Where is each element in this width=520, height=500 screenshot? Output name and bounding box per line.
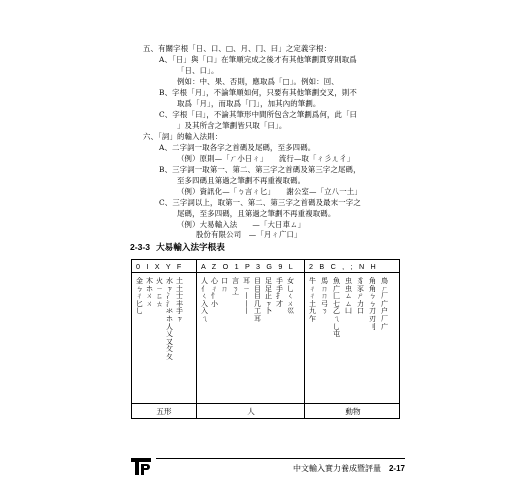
column-header: 2 B C , ; N H <box>309 262 378 271</box>
radical-group: 魚广匚七乙ㄟ乚屯 <box>333 277 340 339</box>
column-footer: 動物 <box>345 407 361 416</box>
radical-table <box>131 259 400 419</box>
radical-group: 虫虫ㄙㄙ凵 <box>345 277 352 316</box>
radical-group: 耳ㄧ丨丨丨 <box>243 277 250 316</box>
page-footer <box>293 463 405 474</box>
rule-5c-cont: 」及其所含之筆劃皆只取「曰」。 <box>177 121 287 130</box>
rule-5c: C、字根「曰」，不論其筆形中間所包含之筆劃爲何，此「曰 <box>159 110 358 119</box>
radical-group: 目目目几工耳 <box>254 277 261 323</box>
radical-group: 足足止ㄗ卜 <box>265 277 272 316</box>
column-header: A Z O 1 P 3 G 9 L <box>201 262 295 271</box>
rule-6a: A、二字詞一取各字之首碼及尾碼，至多四碼。 <box>159 143 316 152</box>
radical-group: 金ㄅㄔ匕乚 <box>136 277 143 316</box>
radical-group: 豸豕ㄕ力口 <box>357 277 364 316</box>
rule-6c-example-1: （例）大易輸入法 —「大日車ㄙ」 <box>177 220 306 229</box>
radical-group: 心ㄔ忄小 <box>211 277 218 308</box>
radical-group: 言ㄋ亠 <box>232 277 239 301</box>
table-column-dongwu <box>304 260 401 418</box>
rule-6c-example-2: 股份有限公司 —「月ㄔ广口」 <box>196 230 302 239</box>
rule-6b: B、三字詞一取第一、第二、第三字之首碼及第三字之尾碼， <box>159 165 361 174</box>
heading-number: 2-3-3 <box>130 242 151 252</box>
rule-5a-example: 例如：中、果、否則，應取爲「□」。例如：回、 <box>177 77 339 86</box>
rule-5a: A、「日」與「口」在筆順完成之後才有其他筆劃貫穿則取爲 <box>159 55 357 64</box>
column-footer: 五形 <box>156 407 172 416</box>
radical-group: 水ㄗ冫氵氺ホ人乂又攵夂 <box>166 277 173 361</box>
radical-group: 口ㄇ <box>221 277 228 293</box>
section-five-title: 五、有關字根「日、口、□、月、冂、曰」之定義字根： <box>143 44 332 53</box>
column-footer: 人 <box>247 407 255 416</box>
radical-group: 土土士丰手ㄗ <box>176 277 183 323</box>
rule-6b-cont: 至多四碼且第過之筆劃不再重複取碼。 <box>177 176 306 185</box>
radical-group: 牛ㄔㄔ土九乍 <box>309 277 316 323</box>
section-heading <box>130 241 225 253</box>
radical-group: 人亻ㄑ入入ㄟ <box>201 277 208 323</box>
table-column-wuxing <box>132 260 196 418</box>
rule-5a-cont: 「日、口」。 <box>177 66 219 75</box>
rule-5b-cont: 取爲「月」，而取爲「冂」，加其內的筆劃。 <box>177 99 321 108</box>
rule-6c-cont: 尾碼，至多四碼，且第過之筆劃不再重複取碼。 <box>177 209 336 218</box>
column-header: 0 I X Y F <box>136 262 184 271</box>
publisher-logo-icon <box>130 455 152 477</box>
book-title: 中文輸入實力養成暨評量 <box>292 464 381 473</box>
radical-group: 鳥ㄏ厂广户厂广 <box>381 277 388 331</box>
heading-title: 大易輸入法字根表 <box>156 243 225 253</box>
rule-6c: C、三字詞以上，取第一、第二、第三字之首碼及最末一字之 <box>159 198 361 207</box>
radical-group: 火ㄧㄈㄊ <box>156 277 163 308</box>
radical-group: 木ホㄨㄨ <box>146 277 153 308</box>
radical-group: 手手扌才 <box>276 277 283 308</box>
table-column-ren <box>196 260 305 418</box>
radical-group: 馬ㄇㄇ弓ㄋ <box>321 277 328 316</box>
rule-6b-example: （例）資訊化—「ㄅ言ㄔ匕」 謝公室—「立八一土」 <box>177 187 362 196</box>
rule-6a-example: （例）原則—「ㄏ小日ㄔ」 流行—取「ㄔ彡ㄦ彳」 <box>177 154 355 163</box>
footer-rule <box>156 458 405 459</box>
page-number: 2-17 <box>388 464 405 473</box>
section-six-title: 六、「詞」的輸入法則： <box>143 132 223 141</box>
radical-group: 角角ㄅㄅ刀刃刂 <box>369 277 376 331</box>
radical-group: 女乚ㄑㄨ巛 <box>287 277 294 316</box>
rule-5b: B、字根「月」，不論筆順如何，只要有其他筆劃交叉，則不 <box>159 88 357 97</box>
